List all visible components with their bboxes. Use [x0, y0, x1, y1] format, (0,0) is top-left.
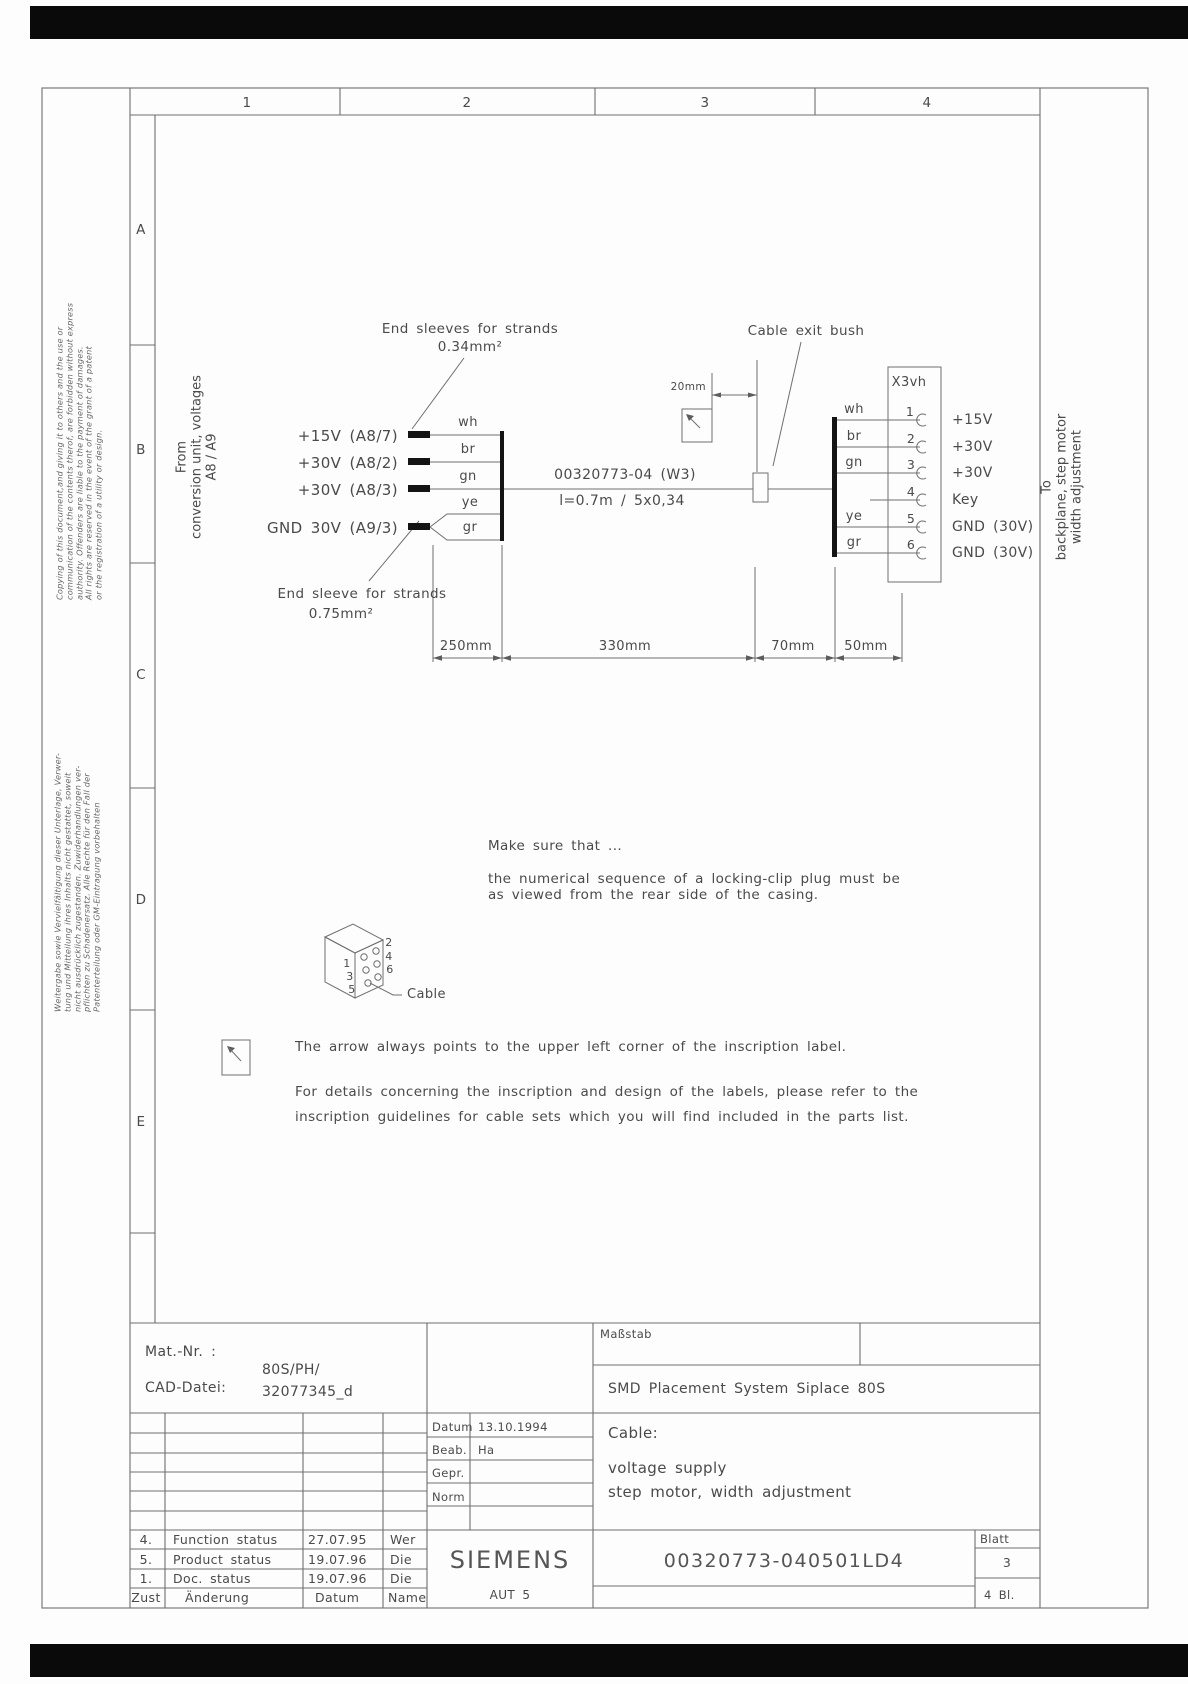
rev-row-2-date: 19.07.96 [308, 1552, 367, 1567]
dim-250mm: 250mm [439, 639, 493, 654]
wire-br-left: br [460, 442, 476, 457]
pin-6: 6 [906, 537, 916, 552]
grid-col-2: 2 [462, 95, 472, 111]
cable-exit-bush-callout: Cable exit bush [747, 323, 865, 339]
dim-50mm: 50mm [844, 639, 888, 654]
cad-datei-label: CAD-Datei: [145, 1380, 227, 1396]
signal-gnd-1: GND (30V) [952, 519, 1034, 535]
pin-1: 1 [905, 404, 915, 419]
terminal-30v-1: +30V (A8/2) [297, 454, 398, 472]
cable-title-line2: voltage supply [608, 1459, 727, 1477]
rev-header-zust: Zust [131, 1590, 161, 1605]
grid-row-a: A [136, 222, 146, 238]
rev-row-3-change: Doc. status [173, 1571, 251, 1586]
rev-row-1-date: 27.07.95 [308, 1532, 367, 1547]
signal-30v-2: +30V [952, 465, 993, 481]
iso-pin-3: 3 [346, 970, 354, 983]
wire-ye-right: ye [845, 509, 863, 524]
connector-name: X3vh [891, 375, 927, 390]
blatt-value: 3 [1002, 1555, 1012, 1570]
rev-header-name: Name [388, 1590, 427, 1605]
wire-wh-left: wh [458, 415, 478, 430]
mat-nr-label: Mat.-Nr. : [145, 1344, 217, 1360]
rev-row-3-date: 19.07.96 [308, 1571, 367, 1586]
beab-value: Ha [478, 1443, 495, 1457]
grid-row-b: B [136, 442, 146, 458]
signal-15v: +15V [952, 412, 993, 428]
cable-id: 00320773-04 (W3) [554, 467, 696, 483]
gepr-label: Gepr. [432, 1466, 465, 1480]
from-conversion-unit-label: From conversion unit, voltages A8 / A9 [174, 375, 220, 539]
cad-datei-value-line2: 32077345_d [262, 1384, 354, 1400]
rev-row-1-zust: 4. [139, 1532, 153, 1547]
rev-row-3-name: Die [390, 1571, 412, 1586]
cable-title-line1: Cable: [608, 1424, 659, 1442]
end-sleeves-callout-line1: End sleeves for strands [381, 321, 559, 337]
make-sure-note: Make sure that ... [488, 838, 623, 854]
end-sleeve-callout-line1: End sleeve for strands [277, 586, 447, 602]
label-arrow-square [222, 1040, 250, 1075]
wire-ye-left: ye [461, 495, 479, 510]
dim-20mm: 20mm [670, 381, 706, 393]
sleeves-and-bars [408, 417, 837, 557]
legal-text-english: Copying of this document,and giving it to others and the use or communication of the contents therof, are forbidden without express authority. Offenders are liable to the payment of damages. All rights are reserved in the event of the grant of a patent or the registration of a utility or design. [54, 302, 104, 600]
grid-col-4: 4 [922, 95, 932, 111]
rev-row-2-zust: 5. [139, 1552, 153, 1567]
pin-3: 3 [906, 457, 916, 472]
grid-row-c: C [136, 667, 146, 683]
rev-header-date: Datum [315, 1590, 360, 1605]
rev-row-1-change: Function status [173, 1532, 278, 1547]
terminal-15v: +15V (A8/7) [297, 427, 398, 445]
siemens-logo: SIEMENS [449, 1546, 571, 1574]
dim-330mm: 330mm [598, 639, 652, 654]
wire-wh-right: wh [844, 402, 864, 417]
rev-row-2-name: Die [390, 1552, 412, 1567]
wire-gn-left: gn [459, 469, 477, 484]
iso-pin-5: 5 [348, 983, 356, 996]
wire-br-right: br [846, 429, 862, 444]
end-sleeve-callout-line2: 0.75mm² [308, 606, 374, 622]
arrow-note: The arrow always points to the upper left corner of the inscription label. [295, 1039, 847, 1055]
sequence-note-line2: as viewed from the rear side of the casing. [488, 887, 819, 903]
signal-key: Key [952, 492, 979, 508]
document-number: 00320773-040501LD4 [663, 1550, 905, 1572]
signal-30v-1: +30V [952, 439, 993, 455]
end-sleeves-callout-line2: 0.34mm² [437, 339, 503, 355]
blatt-label: Blatt [980, 1532, 1010, 1546]
terminal-gnd: GND 30V (A9/3) [267, 519, 398, 537]
iso-pin-4: 4 [385, 950, 393, 963]
cable-title-line3: step motor, width adjustment [608, 1483, 852, 1501]
top-black-bar [30, 6, 1188, 39]
wire-gr-right: gr [846, 535, 862, 550]
grid-col-1: 1 [242, 95, 252, 111]
system-title: SMD Placement System Siplace 80S [608, 1381, 886, 1397]
terminal-30v-2: +30V (A8/3) [297, 481, 398, 499]
datum-value: 13.10.1994 [478, 1420, 548, 1434]
sequence-note-line1: the numerical sequence of a locking-clip plug must be [488, 871, 901, 887]
iso-pin-2: 2 [385, 936, 393, 949]
dept-label: AUT 5 [489, 1588, 531, 1602]
grid-row-e: E [136, 1114, 146, 1130]
cable-spec: l=0.7m / 5x0,34 [559, 493, 685, 509]
to-backplane-label: To backplane, step motor width adjustment [1039, 413, 1085, 561]
signal-gnd-2: GND (30V) [952, 545, 1034, 561]
massstab-label: Maßstab [600, 1327, 652, 1341]
cad-datei-value-line1: 80S/PH/ [262, 1362, 320, 1378]
pin-2: 2 [906, 431, 916, 446]
grid-col-3: 3 [700, 95, 710, 111]
beab-label: Beab. [432, 1443, 467, 1457]
rev-row-1-name: Wer [390, 1532, 416, 1547]
pin-5: 5 [906, 511, 916, 526]
iso-pin-6: 6 [386, 963, 394, 976]
iso-cable-label: Cable [407, 987, 446, 1002]
dim-70mm: 70mm [771, 639, 815, 654]
labels-note-line2: inscription guidelines for cable sets which you will find included in the parts list. [295, 1109, 909, 1125]
grid-row-d: D [135, 892, 147, 908]
blatt-total: 4 Bl. [984, 1588, 1015, 1602]
rev-row-3-zust: 1. [139, 1571, 153, 1586]
labels-note-line1: For details concerning the inscription and design of the labels, please refer to the [295, 1084, 919, 1100]
legal-text-german: Weitergabe sowie Vervielfältigung dieser Unterlage, Verwer- tung und Mitteilung ihres Inhalts nicht gestattet, soweit nicht ausdrücklich zugestanden. Zuwiderhandlungen ver- pflichten zu Schadenersatz. Alle Rechte für den Fall der Patenterteilung oder GM-Eintragung vorbehalten [52, 752, 102, 1012]
datum-label: Datum [432, 1420, 473, 1434]
norm-label: Norm [432, 1490, 465, 1504]
rev-header-change: Änderung [185, 1590, 250, 1605]
iso-pin-1: 1 [343, 957, 351, 970]
wire-gr-left: gr [462, 520, 478, 535]
wire-gn-right: gn [845, 455, 863, 470]
rev-row-2-change: Product status [173, 1552, 272, 1567]
bottom-black-bar [30, 1644, 1188, 1677]
pin-4: 4 [906, 484, 916, 499]
